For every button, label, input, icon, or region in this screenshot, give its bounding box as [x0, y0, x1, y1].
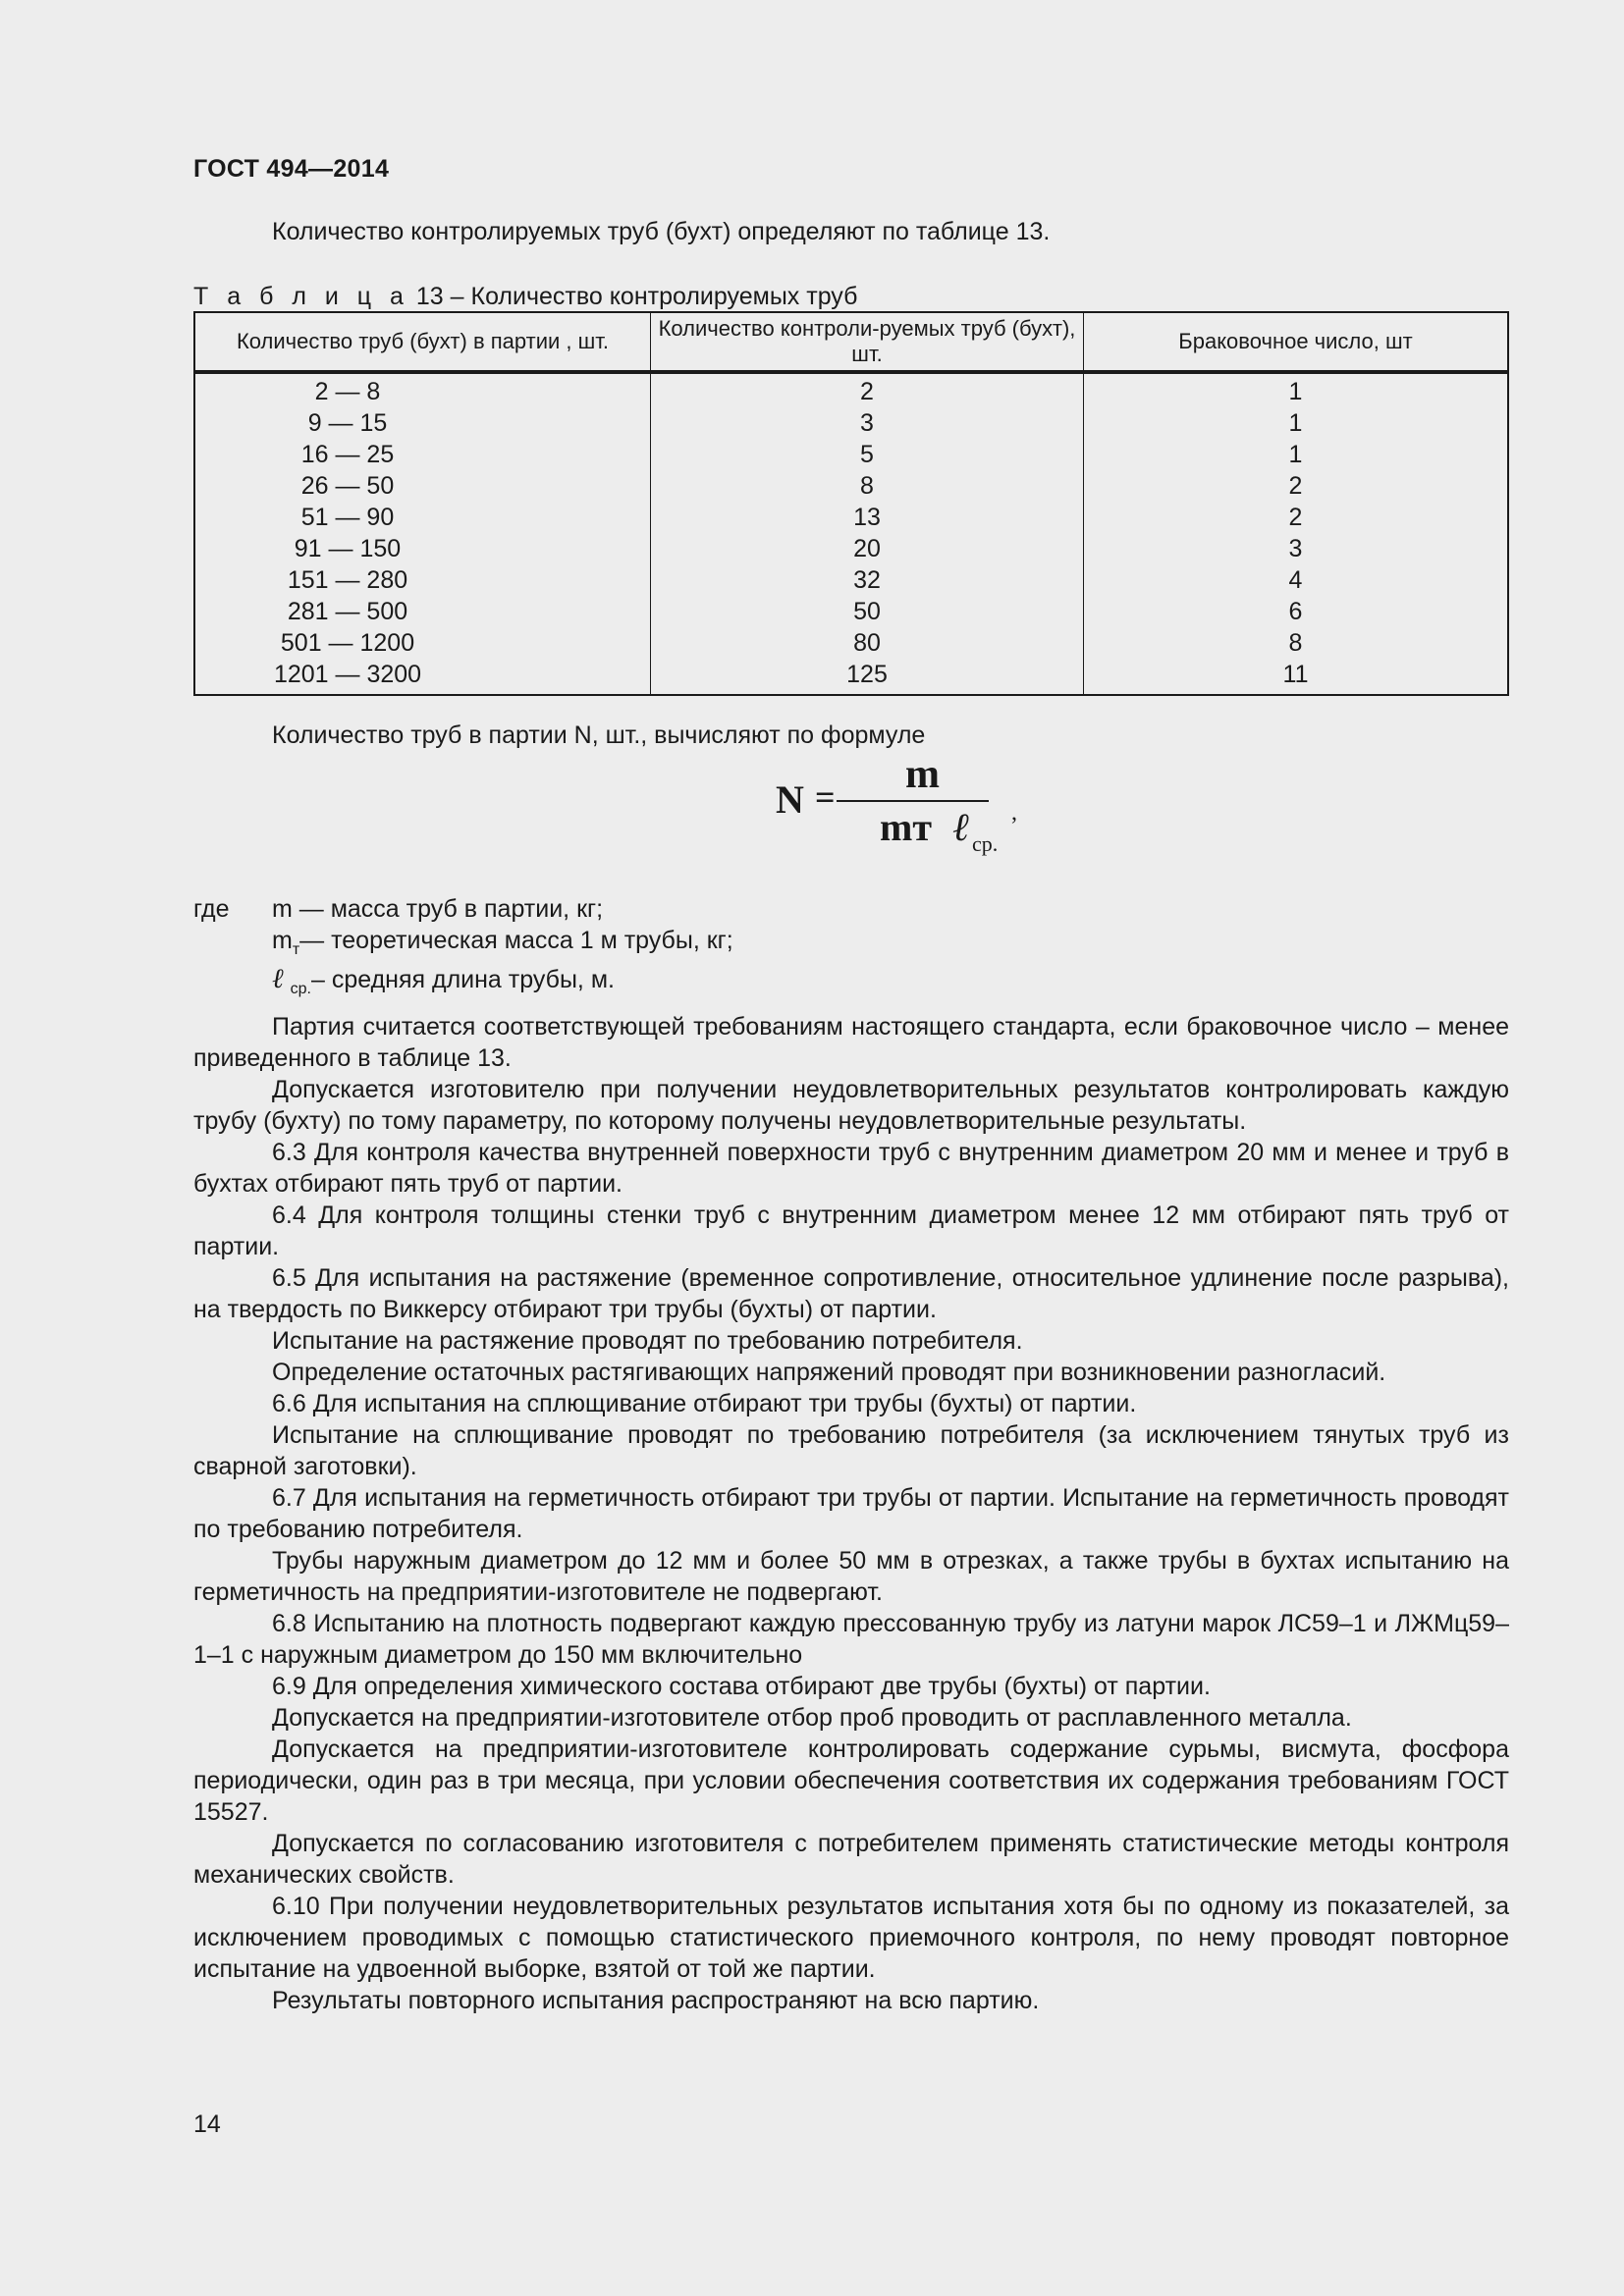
- paragraph: 6.4 Для контроля толщины стенки труб с внутренним диаметром менее 12 мм отбирают пять труб от партии.: [193, 1201, 1509, 1260]
- formula-intro: Количество труб в партии N, шт., вычисляют по формуле: [272, 721, 926, 749]
- body-text: [193, 1011, 1509, 2016]
- cell-lot-size: [194, 659, 651, 695]
- paragraph: 6.5 Для испытания на растяжение (временное сопротивление, относительное удлинение после разрыва), на твердость по Виккерсу отбирают три трубы (бухты) от партии.: [193, 1264, 1509, 1323]
- intro-paragraph: Количество контролируемых труб (бухт) определяют по таблице 13.: [272, 218, 1051, 245]
- table-caption-title: 13 – Количество контролируемых труб: [408, 283, 858, 310]
- formula-definitions: [193, 893, 1509, 1007]
- definition-m: [193, 893, 1509, 925]
- l-subscript: ср.: [290, 981, 311, 997]
- cell-lot-size-text: 16 — 25: [300, 441, 395, 468]
- formula-equals: =: [815, 777, 836, 817]
- formula-lhs: N: [776, 777, 804, 822]
- formula-length-symbol: ℓ: [952, 805, 969, 849]
- cell-reject-number: 1: [1084, 372, 1509, 407]
- formula-denominator-mass: mт: [880, 805, 932, 849]
- cell-lot-size: [194, 502, 651, 533]
- table-row: [194, 596, 1508, 627]
- paragraph: 6.7 Для испытания на герметичность отбирают три трубы от партии. Испытание на герметичность проводят по требованию потребителя.: [193, 1484, 1509, 1543]
- cell-reject-number: 3: [1084, 533, 1509, 564]
- cell-lot-size: [194, 564, 651, 596]
- table-13: [193, 311, 1509, 696]
- formula: [776, 752, 1070, 859]
- cell-reject-number: 4: [1084, 564, 1509, 596]
- cell-lot-size: [194, 596, 651, 627]
- table-caption-prefix: Т а б л и ц а: [193, 283, 409, 310]
- table-row: [194, 470, 1508, 502]
- formula-numerator: m: [905, 752, 940, 797]
- paragraph: 6.10 При получении неудовлетворительных результатов испытания хотя бы по одному из показателей, за исключением проводимых с помощью статистического приемочного контроля, по нему проводят повторное испытание на удвоенной выборке, взятой от той же партии.: [193, 1893, 1509, 1983]
- cell-reject-number: 1: [1084, 407, 1509, 439]
- paragraph: Допускается изготовителю при получении неудовлетворительных результатов контролировать каждую трубу (бухту) по тому параметру, по которому получены неудовлетворительные результаты.: [193, 1076, 1509, 1135]
- cell-controlled-count: 8: [651, 470, 1084, 502]
- mt-description: — теоретическая масса 1 м трубы, кг;: [299, 927, 733, 954]
- l-description: – средняя длина трубы, м.: [310, 966, 615, 993]
- table-row: [194, 659, 1508, 695]
- paragraph: Допускается на предприятии-изготовителе отбор проб проводить от расплавленного металла.: [272, 1704, 1352, 1732]
- paragraph: 6.9 Для определения химического состава отбирают две трубы (бухты) от партии.: [272, 1673, 1211, 1700]
- table-caption: [193, 282, 857, 311]
- fraction-bar: [837, 800, 989, 802]
- table-row: [194, 533, 1508, 564]
- cell-lot-size-text: 281 — 500: [287, 598, 408, 625]
- cell-reject-number: 2: [1084, 502, 1509, 533]
- col-header-lot-size: Количество труб (бухт) в партии , шт.: [194, 312, 651, 372]
- cell-controlled-count: 125: [651, 659, 1084, 695]
- cell-lot-size: [194, 439, 651, 470]
- cell-lot-size-text: 9 — 15: [307, 409, 388, 437]
- cell-lot-size: [194, 372, 651, 407]
- cell-lot-size-text: 91 — 150: [294, 535, 402, 562]
- cell-controlled-count: 2: [651, 372, 1084, 407]
- cell-lot-size: [194, 627, 651, 659]
- cell-reject-number: 6: [1084, 596, 1509, 627]
- cell-controlled-count: 20: [651, 533, 1084, 564]
- cell-lot-size-text: 1201 — 3200: [273, 661, 422, 688]
- document-header: ГОСТ 494—2014: [193, 155, 390, 183]
- paragraph: Определение остаточных растягивающих напряжений проводят при возникновении разногласий.: [272, 1359, 1386, 1386]
- l-symbol: ℓ: [272, 964, 284, 994]
- definition-m-text: m — масса труб в партии, кг;: [272, 895, 604, 923]
- cell-controlled-count: 13: [651, 502, 1084, 533]
- cell-lot-size-text: 501 — 1200: [280, 629, 415, 657]
- cell-reject-number: 1: [1084, 439, 1509, 470]
- cell-reject-number: 11: [1084, 659, 1509, 695]
- mt-subscript: т: [292, 941, 300, 958]
- where-label: где: [193, 895, 230, 923]
- table-row: [194, 407, 1508, 439]
- table-row: [194, 627, 1508, 659]
- paragraph: Результаты повторного испытания распространяют на всю партию.: [272, 1987, 1040, 2014]
- paragraph: Допускается на предприятии-изготовителе контролировать содержание сурьмы, висмута, фосфора периодически, один раз в три месяца, при условии обеспечения соответствия их содержания требованиям ГОСТ 15527.: [193, 1735, 1509, 1826]
- col-header-reject-number: Браковочное число, шт: [1084, 312, 1509, 372]
- page-number: 14: [193, 2110, 221, 2138]
- cell-controlled-count: 5: [651, 439, 1084, 470]
- definition-l: [193, 956, 1509, 1007]
- cell-reject-number: 2: [1084, 470, 1509, 502]
- cell-controlled-count: 50: [651, 596, 1084, 627]
- table-row: [194, 439, 1508, 470]
- paragraph: Допускается по согласованию изготовителя с потребителем применять статистические методы контроля механических свойств.: [193, 1830, 1509, 1889]
- cell-controlled-count: 3: [651, 407, 1084, 439]
- cell-reject-number: 8: [1084, 627, 1509, 659]
- cell-lot-size-text: 51 — 90: [300, 504, 395, 531]
- definition-mt: [193, 925, 1509, 956]
- paragraph: Трубы наружным диаметром до 12 мм и более 50 мм в отрезках, а также трубы в бухтах испытанию на герметичность на предприятии-изготовителе не подвергают.: [193, 1547, 1509, 1606]
- table-header-row: [194, 312, 1508, 372]
- cell-lot-size: [194, 533, 651, 564]
- col-header-controlled-count: Количество контроли-руемых труб (бухт), шт.: [651, 312, 1084, 372]
- definition-l-text: [272, 964, 615, 1005]
- paragraph: 6.8 Испытанию на плотность подвергают каждую прессованную трубу из латуни марок ЛС59–1 и ЛЖМц59–1–1 с наружным диаметром до 150 мм включительно: [193, 1610, 1509, 1669]
- formula-length-subscript: ср.: [972, 831, 999, 856]
- cell-lot-size-text: 151 — 280: [287, 566, 408, 594]
- table-row: [194, 502, 1508, 533]
- paragraph: 6.3 Для контроля качества внутренней поверхности труб с внутренним диаметром 20 мм и менее и труб в бухтах отбирают пять труб от партии.: [193, 1139, 1509, 1198]
- paragraph: Испытание на сплющивание проводят по требованию потребителя (за исключением тянутых труб из сварной заготовки).: [193, 1421, 1509, 1480]
- formula-comma: ,: [1011, 800, 1017, 826]
- cell-controlled-count: 80: [651, 627, 1084, 659]
- cell-controlled-count: 32: [651, 564, 1084, 596]
- paragraph: Испытание на растяжение проводят по требованию потребителя.: [272, 1327, 1023, 1355]
- cell-lot-size-text: 26 — 50: [300, 472, 395, 500]
- paragraph: 6.6 Для испытания на сплющивание отбирают три трубы (бухты) от партии.: [272, 1390, 1137, 1417]
- paragraph: Партия считается соответствующей требованиям настоящего стандарта, если браковочное число – менее приведенного в таблице 13.: [193, 1013, 1509, 1072]
- cell-lot-size: [194, 407, 651, 439]
- cell-lot-size-text: 2 — 8: [314, 378, 381, 405]
- table-row: [194, 372, 1508, 407]
- table-row: [194, 564, 1508, 596]
- cell-lot-size: [194, 470, 651, 502]
- mt-symbol: m: [272, 927, 293, 954]
